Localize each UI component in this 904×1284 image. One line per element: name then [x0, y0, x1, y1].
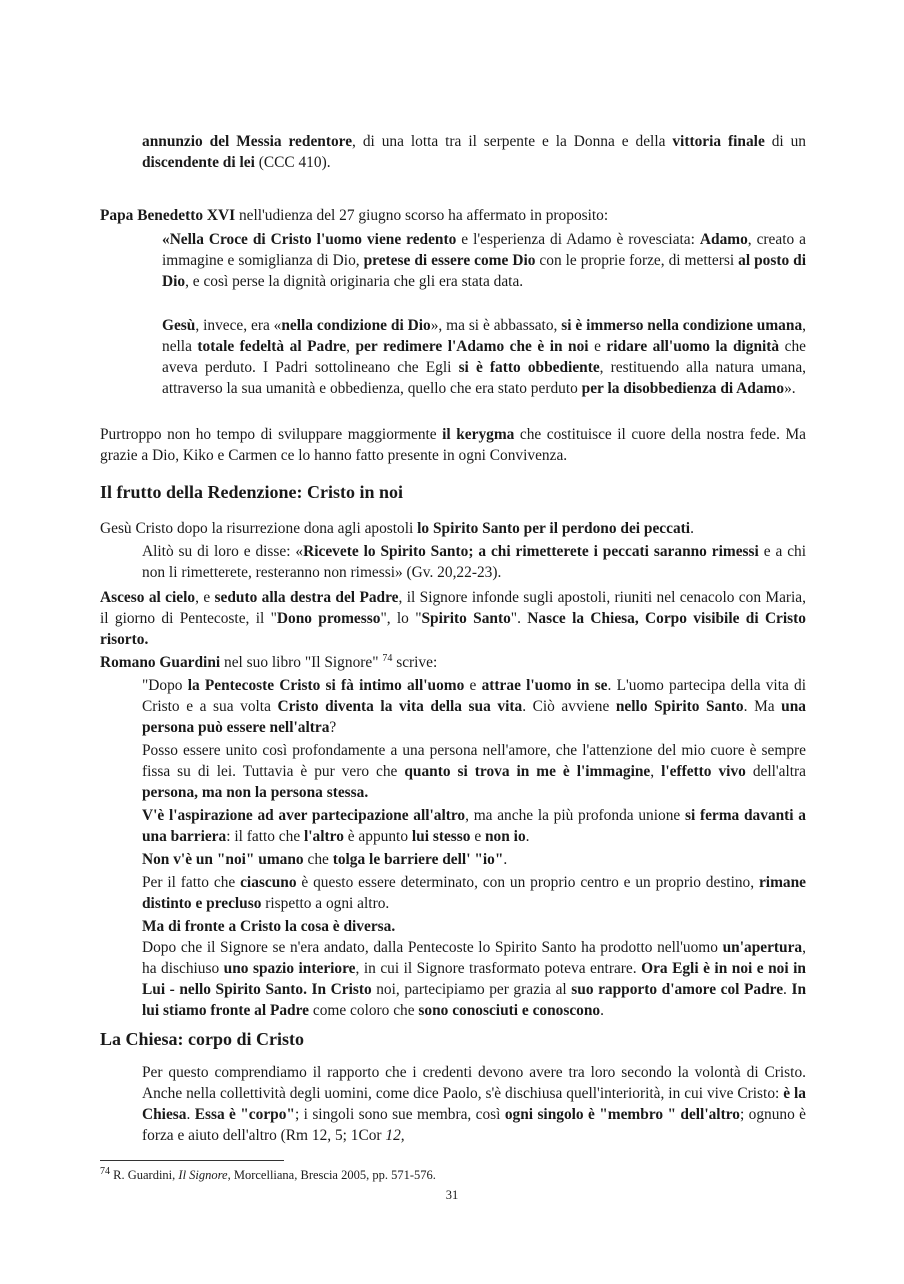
intro-paragraph: annunzio del Messia redentore, di una lotta tra il serpente e la Donna e della vittoria finale di un discendente di lei (CCC 410). [142, 133, 807, 171]
asceso-paragraph: Asceso al cielo, e seduto alla destra del Padre, il Signore infonde sugli apostoli, riuniti nel cenacolo con Maria, il giorno di Pentecoste, il "Dono promesso", lo "Spirito Santo". Nasce la Chiesa, Corpo visibile di Cristo risorto. [100, 589, 806, 648]
footnote-number: 74 [100, 1165, 110, 1177]
footnote-separator [100, 1160, 284, 1161]
quote-unito: Posso essere unito così profondamente a una persona nell'amore, che l'attenzione del mio cuore è sempre fissa su di lei. Tuttavia è pur vero che quanto si trova in me è l'immagine, l'effetto vivo dell'altra persona, ma non la persona stessa. [142, 742, 807, 801]
quote-pentecoste: "Dopo la Pentecoste Cristo si fà intimo all'uomo e attrae l'uomo in se. L'uomo partecipa della vita di Cristo e a sua volta Cristo diventa la vita della sua vita. Ciò avviene nello Spirito Santo. Ma una persona può essere nell'altra? [142, 677, 807, 736]
footnote-reference: 74 [382, 652, 393, 664]
quote-noi: Non v'è un "noi" umano che tolga le barriere dell' "io". [142, 851, 508, 868]
quote-aspirazione: V'è l'aspirazione ad aver partecipazione all'altro, ma anche la più profonda unione si ferma davanti a una barriera: il fatto che l'altro è appunto lui stesso e non io. [142, 807, 806, 845]
gesu-paragraph: Gesù Cristo dopo la risurrezione dona agli apostoli lo Spirito Santo per il perdono dei peccati. [100, 520, 694, 537]
quote-gesu: Gesù, invece, era «nella condizione di Dio», ma si è abbassato, si è immerso nella condizione umana, nella totale fedeltà al Padre, per redimere l'Adamo che è in noi e ridare all'uomo la dignità che aveva perduto. I Padri sottolineano che Egli si è fatto obbediente, restituendo alla natura umana, attraverso la sua umanità e obbedienza, quello che era stato perduto per la disobbedienza di Adamo». [162, 317, 807, 397]
kerygma-paragraph: Purtroppo non ho tempo di sviluppare maggiormente il kerygma che costituisce il cuore della nostra fede. Ma grazie a Dio, Kiko e Carmen ce lo hanno fatto presente in ogni Convivenza. [100, 426, 806, 464]
benedetto-paragraph: Papa Benedetto XVI nell'udienza del 27 giugno scorso ha affermato in proposito: [100, 207, 609, 224]
quote-ciascuno: Per il fatto che ciascuno è questo essere determinato, con un proprio centro e un proprio destino, rimane distinto e precluso rispetto a ogni altro. [142, 874, 806, 912]
quote-croce: «Nella Croce di Cristo l'uomo viene redento e l'esperienza di Adamo è rovesciata: Adamo, creato a immagine e somiglianza di Dio, pretese di essere come Dio con le proprie forze, di mettersi al posto di Dio, e così perse la dignità originaria che gli era stata data. [162, 231, 807, 290]
quote-alito: Alitò su di loro e disse: «Ricevete lo Spirito Santo; a chi rimetterete i peccati saranno rimessi e a chi non li rimetterete, resteranno non rimessi» (Gv. 20,22-23). [142, 543, 807, 581]
section-heading-frutto: Il frutto della Redenzione: Cristo in noi [100, 482, 403, 502]
guardini-paragraph: Romano Guardini nel suo libro "Il Signore" $^{74}$ scrive: [100, 652, 438, 671]
page-number: 31 [445, 1188, 459, 1202]
quote-diversa: Ma di fronte a Cristo la cosa è diversa. [142, 918, 396, 935]
footnote: $^{74}$ R. Guardini, Il Signore, Morcelliana, Brescia 2005, pp. 571-576. [100, 1165, 436, 1182]
section-heading-chiesa: La Chiesa: corpo di Cristo [100, 1029, 304, 1049]
quote-apertura: Dopo che il Signore se n'era andato, dalla Pentecoste lo Spirito Santo ha prodotto nell'uomo un'apertura, ha dischiuso uno spazio interiore, in cui il Signore trasformato poteva entrare. Ora Egli è in noi e noi in Lui - nello Spirito Santo. In Cristo noi, partecipiamo per grazia al suo rapporto d'amore col Padre. In lui stiamo fronte al Padre come coloro che sono conosciuti e conoscono. [142, 939, 807, 1019]
chiesa-paragraph: Per questo comprendiamo il rapporto che i credenti devono avere tra loro secondo la volontà di Cristo. Anche nella collettività degli uomini, come dice Paolo, s'è dischiusa quell'interiorità, in cui vive Cristo: è la Chiesa. Essa è "corpo"; i singoli sono sue membra, così ogni singolo è "membro " dell'altro; ognuno è forza e aiuto dell'altro (Rm 12, 5; 1Cor 12, [142, 1064, 807, 1144]
